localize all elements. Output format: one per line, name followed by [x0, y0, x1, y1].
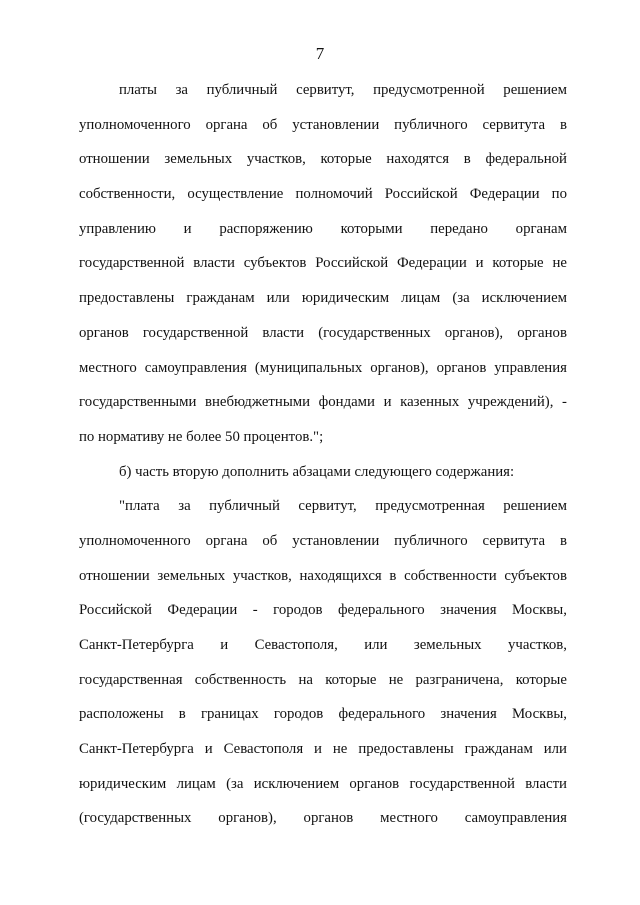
text-line: [79, 808, 567, 843]
word: органов),: [218, 810, 277, 827]
word: разграничена,: [415, 671, 504, 688]
word: федерального: [338, 706, 426, 723]
word: местного: [79, 359, 137, 376]
word: Санкт-Петербурга: [79, 637, 194, 653]
text-line: [79, 566, 567, 601]
word: решением: [503, 82, 567, 98]
word: распоряжению: [219, 220, 313, 237]
word: отношении: [79, 567, 150, 584]
word: предусмотренная: [375, 498, 485, 515]
word: государственной: [142, 324, 249, 341]
text-line: [79, 358, 567, 393]
word: органов),: [370, 359, 429, 376]
text-line: [79, 184, 567, 219]
word: власти: [193, 255, 235, 272]
word: Российской: [79, 602, 152, 619]
word: в: [559, 532, 567, 549]
word: местного: [380, 810, 438, 827]
text-line: [79, 496, 567, 531]
word: юридическим: [79, 775, 167, 792]
word: не: [332, 741, 348, 758]
word: которыми: [340, 220, 403, 237]
word: или: [364, 637, 388, 653]
word: земельных: [413, 637, 482, 653]
word: земельных: [164, 151, 233, 168]
word: в: [178, 706, 186, 723]
word: гражданам: [464, 741, 533, 758]
text-line: [79, 670, 567, 705]
word: сервитута: [482, 116, 546, 133]
word: (государственных: [318, 324, 431, 341]
word: Российской: [315, 255, 389, 272]
word: участков,: [246, 151, 306, 168]
word: фондами: [318, 394, 375, 411]
word: управления: [494, 359, 567, 376]
word: казенных: [400, 394, 460, 411]
word: сервитута: [482, 532, 546, 549]
word: внебюджетными: [205, 394, 311, 411]
word: предоставлены: [79, 290, 175, 307]
word: отношении: [79, 151, 150, 168]
word: органов: [517, 324, 567, 341]
word: власти: [262, 324, 305, 341]
text-line: [79, 739, 567, 774]
word: которые: [515, 671, 567, 688]
word: за: [178, 498, 191, 515]
word: публичного: [394, 532, 468, 549]
word: расположены: [79, 706, 164, 723]
word: установлении: [292, 116, 380, 133]
word: значения: [440, 602, 497, 619]
word: которые: [320, 151, 372, 168]
word: лицам: [401, 290, 441, 307]
word: об: [262, 532, 278, 549]
word: в: [463, 151, 471, 168]
word: сервитут,: [296, 82, 355, 98]
word: находятся: [386, 151, 450, 168]
word: (за: [452, 290, 470, 307]
word: управлению: [79, 220, 156, 237]
word: предоставлены: [358, 741, 454, 758]
word: предусмотренной: [373, 82, 485, 98]
word: находящихся: [299, 567, 382, 584]
text-line: [79, 392, 567, 427]
word: участков,: [232, 567, 292, 584]
word: которые: [325, 671, 377, 688]
word: исключением: [253, 775, 340, 792]
word: уполномоченного: [79, 116, 191, 133]
text-line: [79, 635, 567, 670]
word: органов: [303, 810, 354, 827]
word: (государственных: [79, 810, 192, 827]
word: значения: [440, 706, 497, 723]
word: "плата: [119, 498, 160, 515]
word: передано: [430, 220, 488, 237]
word: установлении: [292, 532, 380, 549]
text-line: б) часть вторую дополнить абзацами следующего содержания:: [119, 463, 515, 480]
word: публичного: [394, 116, 468, 133]
text-line: [79, 774, 567, 809]
word: государственными: [79, 394, 197, 411]
word: уполномоченного: [79, 532, 191, 549]
text-line: [79, 600, 567, 635]
word: и: [204, 741, 213, 758]
word: государственной: [409, 775, 515, 792]
word: об: [262, 116, 278, 133]
word: по: [551, 186, 567, 203]
word: Федерации: [469, 186, 540, 203]
word: гражданам: [186, 290, 255, 307]
word: собственности,: [79, 186, 176, 203]
word: органа: [205, 116, 248, 133]
word: не: [552, 255, 567, 272]
text-line: [79, 704, 567, 739]
word: сервитут,: [298, 498, 357, 515]
word: органа: [205, 532, 248, 549]
word: органам: [515, 220, 567, 237]
word: собственность: [194, 671, 287, 688]
word: (за: [226, 775, 244, 792]
word: Севастополя: [223, 741, 304, 758]
word: земельных: [157, 567, 226, 584]
text-line: [79, 288, 567, 323]
word: органов: [79, 324, 129, 341]
word: в: [559, 116, 567, 133]
word: Севастополя,: [254, 637, 338, 653]
word: и: [383, 394, 392, 411]
word: городов: [273, 706, 324, 723]
text-line: [79, 80, 567, 115]
word: в: [389, 567, 397, 584]
word: Российской: [384, 186, 458, 203]
word: исключением: [481, 290, 567, 307]
word: полномочий: [295, 186, 373, 203]
word: юридическим: [301, 290, 390, 307]
word: городов: [273, 602, 323, 619]
word: Москвы,: [511, 602, 567, 619]
word: решением: [503, 498, 567, 515]
word: -: [252, 602, 258, 619]
word: (муниципальных: [254, 359, 363, 376]
word: лицам: [176, 775, 216, 792]
text-line: по нормативу не более 50 процентов.";: [79, 428, 324, 445]
word: государственная: [79, 671, 183, 688]
word: границах: [200, 706, 259, 723]
text-line: [79, 115, 567, 150]
document-body: [79, 80, 567, 843]
word: органов),: [444, 324, 504, 341]
word: самоуправления: [144, 359, 247, 376]
word: федерального: [337, 602, 425, 619]
word: которые: [492, 255, 544, 272]
word: не: [388, 671, 404, 688]
word: или: [543, 741, 567, 758]
word: и: [183, 220, 192, 237]
word: федеральной: [485, 151, 567, 168]
word: за: [175, 82, 188, 98]
word: на: [298, 671, 313, 688]
text-line: [79, 149, 567, 184]
word: -: [562, 394, 567, 411]
word: субъектов: [504, 567, 567, 584]
page-number: 7: [315, 44, 325, 63]
word: осуществление: [187, 186, 284, 203]
word: власти: [525, 775, 567, 792]
word: и: [314, 741, 322, 758]
word: государственной: [79, 255, 185, 272]
word: Санкт-Петербурга: [79, 741, 194, 758]
text-line: [79, 323, 567, 358]
word: и: [220, 637, 229, 653]
word: учреждений),: [467, 394, 554, 411]
word: участков,: [508, 637, 567, 653]
text-line: [79, 219, 567, 254]
word: самоуправления: [464, 810, 567, 827]
word: органов: [349, 775, 400, 792]
word: Москвы,: [512, 706, 567, 723]
word: и: [475, 255, 484, 272]
word: Федерации: [167, 602, 238, 619]
text-line: [79, 253, 567, 288]
word: собственности: [404, 567, 497, 584]
word: платы: [119, 82, 157, 98]
text-line: [79, 531, 567, 566]
word: публичный: [206, 82, 278, 98]
word: органов: [436, 359, 487, 376]
word: субъектов: [243, 255, 307, 272]
word: Федерации: [396, 255, 467, 272]
word: или: [266, 290, 290, 307]
word: публичный: [209, 498, 280, 515]
